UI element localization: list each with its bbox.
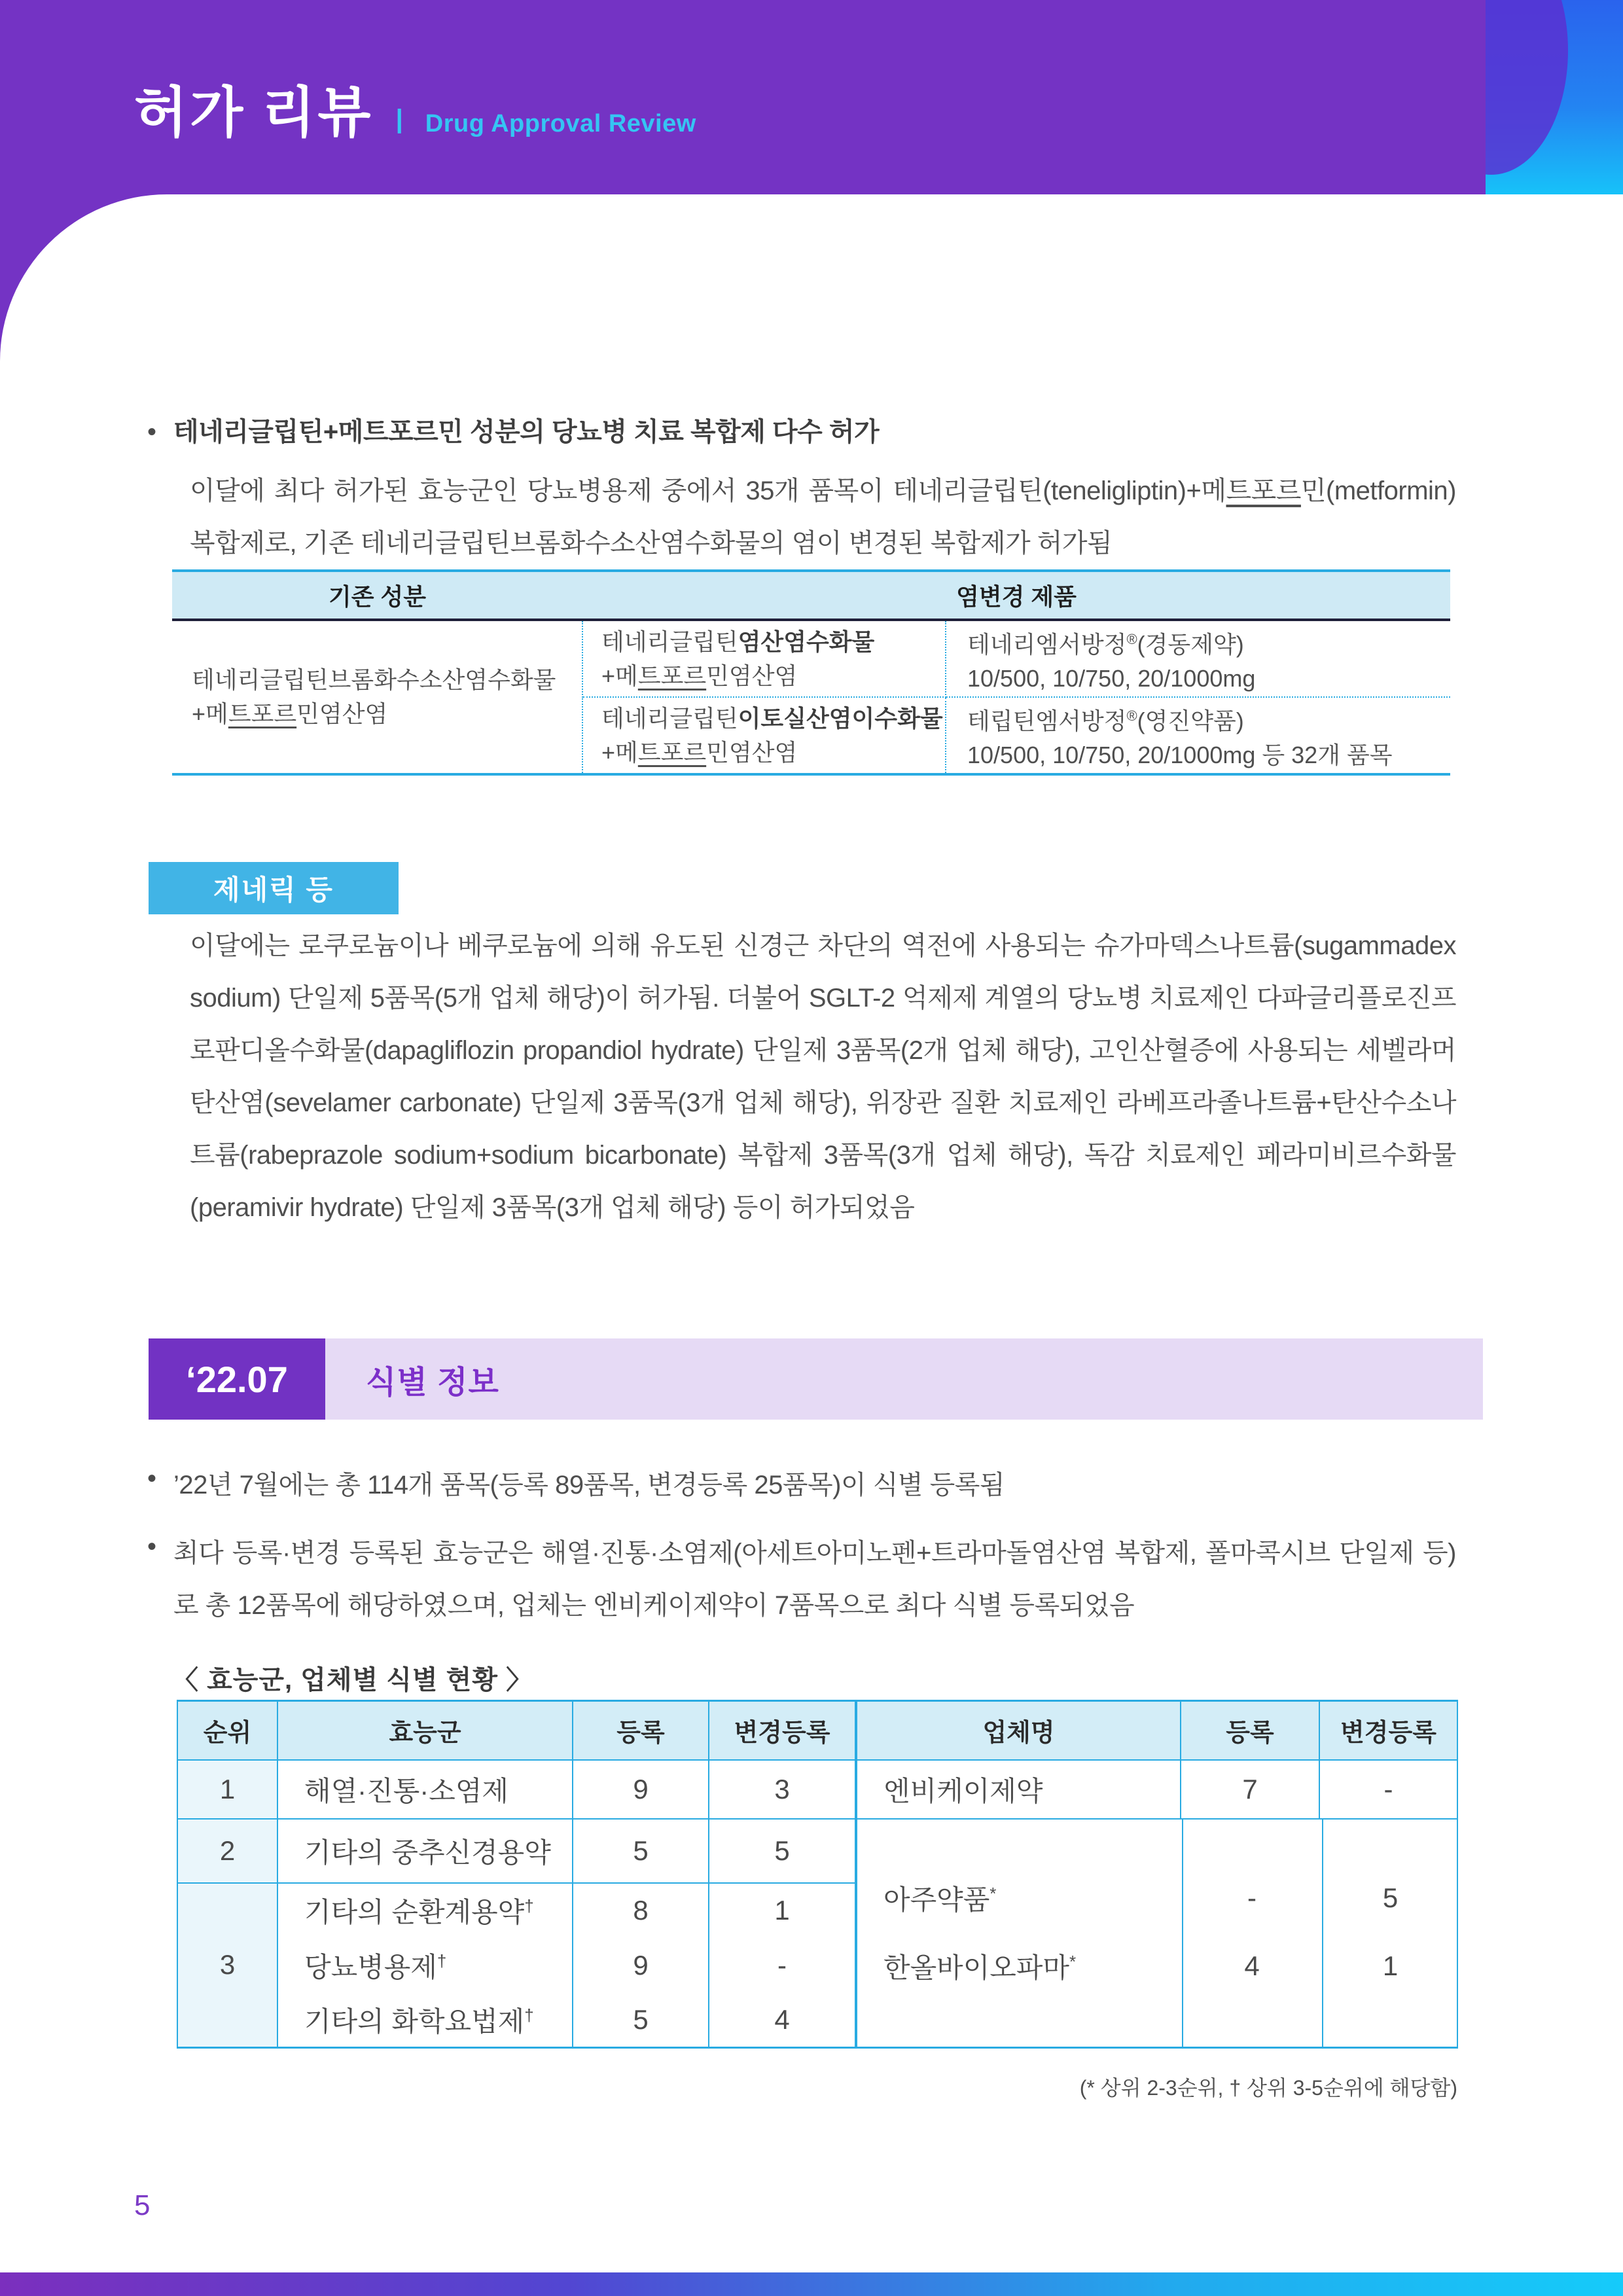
- column-header-change-registered: 변경등록: [1319, 1701, 1457, 1760]
- asterisk-mark: *: [990, 1883, 997, 1903]
- registered-mark: ®: [1126, 707, 1137, 724]
- section-title: 식별 정보: [366, 1365, 499, 1400]
- column-header-registered: 등록: [1181, 1701, 1319, 1760]
- company-name: 한올바이오파마: [883, 1952, 1070, 1983]
- change-count-cell: 5: [709, 1819, 856, 1883]
- product-company: (경동제약): [1137, 630, 1244, 658]
- column-divider: [1182, 1820, 1183, 2047]
- registered-count-cell: 8: [573, 1883, 709, 1938]
- ingredient-underlined: 트포르: [228, 700, 297, 727]
- product-name: 테립틴엠서방정: [967, 707, 1127, 734]
- table-heading: 〈 효능군, 업체별 식별 현황 〉: [172, 1666, 533, 1695]
- column-header-change-registered: 변경등록: [709, 1701, 856, 1760]
- product-name: 테네리엠서방정: [967, 630, 1127, 658]
- salt-name-bold: 염산염수화물: [738, 628, 875, 655]
- base-ingredient-cell: [172, 620, 582, 774]
- efficacy-group-name: 기타의 순환계용약: [304, 1897, 525, 1928]
- page-title-korean: 허가 리뷰: [134, 83, 374, 144]
- registered-count-cell: 5: [573, 1993, 709, 2048]
- page-title-english: Drug Approval Review: [425, 110, 696, 137]
- salt-name: +메: [601, 738, 638, 766]
- change-count-cell: -: [709, 1938, 856, 1993]
- paragraph-underlined-text: 트포르: [1226, 476, 1301, 505]
- rank-cell: 3: [177, 1883, 277, 2048]
- dagger-mark: †: [524, 1896, 534, 1916]
- salt-change-table: [172, 569, 1450, 776]
- efficacy-group-name: 기타의 화학요법제: [304, 2005, 525, 2037]
- efficacy-group-cell: [277, 1883, 573, 1938]
- company-name: 아주약품: [883, 1884, 990, 1915]
- generic-paragraph: 이달에는 로쿠로늄이나 베쿠로늄에 의해 유도된 신경근 차단의 역전에 사용되는 슈가마덱스나트륨(sugammadex sodium) 단일제 5품목(5개 업체 해당)이 허가됨. 더불어 SGLT-2 억제제 계열의 당뇨병 치료제인 다파글리플로진프로판디올수화물(dapagliflozin propandiol hydrate) 단일제 3품목(2개 업체 해당), 고인산혈증에 사용되는 세벨라머탄산염(sevelamer carbonate) 단일제 3품목(3개 업체 해당), 위장관 질환 치료제인 라베프라졸나트륨+탄산수소나트륨(rabeprazole sodium+sodium bicarbonate) 복합제 3품목(3개 업체 해당), 독감 치료제인 페라미비르수화물(peramivir hydrate) 단일제 3품목(3개 업체 해당) 등이 허가되었음: [190, 931, 1456, 1222]
- section-date-box: ‘22.07: [149, 1338, 325, 1420]
- asterisk-mark: *: [1069, 1951, 1077, 1971]
- salt-name: 민염산염: [706, 738, 798, 766]
- merged-company-row: [857, 1945, 1457, 1987]
- merged-companies-cell: [856, 1819, 1457, 2048]
- product-doses: 10/500, 10/750, 20/1000mg 등 32개 품목: [967, 741, 1393, 768]
- efficacy-group-cell: 해열·진통·소염제: [277, 1760, 573, 1819]
- ingredient-line: 민염산염: [296, 700, 388, 727]
- approval-bullet-title: 테네리글립틴+메트포르민 성분의 당뇨병 치료 복합제 다수 허가: [173, 418, 880, 446]
- salt-underlined: 트포르: [637, 738, 707, 766]
- company-cell: [857, 1946, 1182, 1986]
- column-header-rank: 순위: [177, 1701, 277, 1760]
- salt-cell: [582, 620, 946, 697]
- identification-bullet-item: [147, 1527, 1456, 1632]
- page-header: [0, 0, 1623, 367]
- identification-bullet-item: [147, 1459, 1456, 1511]
- column-header-registered: 등록: [573, 1701, 709, 1760]
- company-cell: [857, 1878, 1182, 1918]
- identification-bullet-text: ’22년 7월에는 총 114개 품목(등록 89품목, 변경등록 25품목)이 식별 등록됨: [173, 1471, 1005, 1499]
- column-header-company: 업체명: [856, 1701, 1181, 1760]
- efficacy-group-name: 당뇨병용제: [304, 1951, 437, 1982]
- approval-bullet-item: [147, 412, 1456, 452]
- product-cell: [946, 620, 1450, 697]
- table-row: [177, 1819, 1457, 1883]
- bullet-dot: •: [147, 418, 157, 446]
- table-footnote: (* 상위 2-3순위, † 상위 3-5순위에 해당함): [1079, 2076, 1457, 2100]
- efficacy-group-cell: [277, 1938, 573, 1993]
- change-count-cell: 1: [709, 1883, 856, 1938]
- company-change-cell: 5: [1382, 1882, 1399, 1913]
- approval-paragraph: [147, 465, 1456, 569]
- company-registered-cell: -: [1247, 1882, 1257, 1913]
- column-divider: [1322, 1820, 1323, 2047]
- table-header-row: [177, 1701, 1457, 1760]
- header-titles: [134, 69, 696, 148]
- salt-name: 테네리글립틴: [601, 704, 738, 732]
- rank-cell: 2: [177, 1819, 277, 1883]
- merged-company-row: [857, 1877, 1457, 1919]
- company-cell: 엔비케이제약: [856, 1760, 1181, 1819]
- header-curve: [0, 194, 1623, 367]
- product-company: (영진약품): [1137, 707, 1244, 734]
- identification-bullet-text: 최다 등록·변경 등록된 효능군은 해열·진통·소염제(아세트아미노펜+트라마돌염산염 복합제, 폴마콕시브 단일제 등)로 총 12품목에 해당하였으며, 업체는 엔비케이제약이 7품목으로 최다 식별 등록되었음: [173, 1539, 1456, 1620]
- column-header-salt-changed-product: 염변경 제품: [582, 571, 1450, 620]
- efficacy-group-cell: [277, 1993, 573, 2048]
- identification-section-banner: [149, 1338, 1483, 1420]
- dagger-mark: †: [524, 2005, 534, 2025]
- salt-name: 민염산염: [706, 662, 798, 689]
- change-count-cell: 4: [709, 1993, 856, 2048]
- footer-gradient-bar: [0, 2272, 1623, 2296]
- rank-cell: 1: [177, 1760, 277, 1819]
- salt-underlined: 트포르: [637, 662, 707, 689]
- registered-mark: ®: [1126, 630, 1137, 647]
- paragraph-text: 민(metformin) 복합제로, 기존 테네리글립틴브롬화수소산염수화물의 염이 변경된 복합제가 허가됨: [190, 476, 1456, 558]
- main-content: [147, 367, 1456, 2104]
- salt-name-bold: 이토실산염이수화물: [738, 704, 943, 732]
- salt-name: 테네리글립틴: [601, 628, 738, 655]
- table-row: [177, 1760, 1457, 1819]
- paragraph-text: 이달에 최다 허가된 효능군인 당뇨병용제 중에서 35개 품목이 테네리글립틴(teneligliptin)+메: [190, 476, 1226, 505]
- company-change-cell: -: [1319, 1760, 1457, 1819]
- salt-name: +메: [601, 662, 638, 689]
- efficacy-group-cell: 기타의 중추신경용약: [277, 1819, 573, 1883]
- product-doses: 10/500, 10/750, 20/1000mg: [967, 664, 1256, 692]
- change-count-cell: 3: [709, 1760, 856, 1819]
- registered-count-cell: 5: [573, 1819, 709, 1883]
- corner-decoration: [1486, 0, 1623, 194]
- section-title-band: [325, 1338, 1483, 1420]
- generic-section-badge: 제네릭 등: [149, 862, 399, 914]
- page-number: 5: [134, 2189, 151, 2221]
- ingredient-line: +메: [192, 700, 228, 727]
- identification-status-table: [177, 1700, 1458, 2049]
- column-header-efficacy-group: 효능군: [277, 1701, 573, 1760]
- salt-cell: [582, 697, 946, 774]
- column-header-base-ingredient: 기존 성분: [172, 571, 582, 620]
- bullet-dot: •: [147, 1532, 157, 1561]
- registered-count-cell: 9: [573, 1760, 709, 1819]
- company-registered-cell: 7: [1181, 1760, 1319, 1819]
- title-separator: |: [395, 105, 403, 134]
- ingredient-line: 테네리글립틴브롬화수소산염수화물: [192, 666, 556, 693]
- company-registered-cell: 4: [1244, 1950, 1260, 1981]
- corner-ellipse-shape: [1486, 0, 1568, 175]
- table-row: [172, 620, 1450, 697]
- company-change-cell: 1: [1382, 1950, 1399, 1981]
- product-cell: [946, 697, 1450, 774]
- table-header-row: [172, 571, 1450, 620]
- registered-count-cell: 9: [573, 1938, 709, 1993]
- bullet-dot: •: [147, 1464, 157, 1493]
- dagger-mark: †: [437, 1950, 447, 1971]
